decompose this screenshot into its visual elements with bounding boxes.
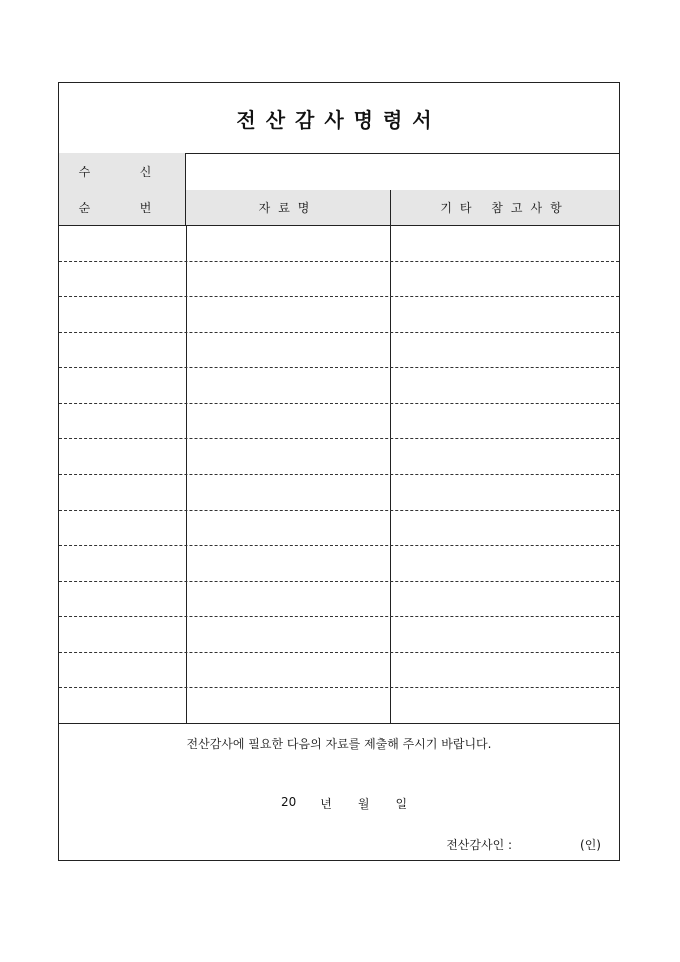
header-material-cell: [186, 190, 391, 225]
title-row: [59, 83, 619, 154]
signature-line: [446, 836, 601, 853]
date-year-prefix: 20: [281, 795, 297, 809]
row-separator: [59, 474, 619, 476]
audit-order-form: [58, 82, 620, 861]
date-day-unit: 일: [395, 797, 408, 811]
form-title: 전산감사명령서: [236, 107, 442, 132]
recipient-row: [59, 153, 619, 191]
row-separator: [59, 687, 619, 689]
seal-label: (인): [580, 838, 601, 852]
recipient-label: 수 신: [78, 165, 166, 179]
header-notes-cell: [391, 190, 619, 225]
row-separator: [59, 403, 619, 405]
row-separator: [59, 545, 619, 547]
row-separator: [59, 367, 619, 369]
date-month-unit: 월: [357, 797, 370, 811]
signature-label: 전산감사인 :: [446, 838, 513, 852]
form-footer: [59, 723, 619, 860]
row-separator: [59, 652, 619, 654]
row-separator: [59, 332, 619, 334]
row-separator: [59, 581, 619, 583]
recipient-value-field[interactable]: [186, 153, 619, 190]
row-separator: [59, 261, 619, 263]
recipient-label-cell: [59, 153, 186, 190]
date-year-unit: 년: [320, 797, 332, 811]
row-separator: [59, 296, 619, 298]
row-separator: [59, 616, 619, 618]
request-text: 전산감사에 필요한 다음의 자료를 제출해 주시기 바랍니다.: [186, 737, 492, 751]
row-separator: [59, 438, 619, 440]
table-body: [59, 225, 619, 724]
header-seq: 순 번: [78, 201, 166, 215]
header-notes: 기타 참고사항: [440, 201, 570, 215]
header-material: 자료명: [258, 201, 318, 215]
table-header-row: [59, 190, 619, 226]
header-seq-cell: [59, 190, 186, 225]
date-line: [281, 795, 407, 812]
row-separator: [59, 510, 619, 512]
